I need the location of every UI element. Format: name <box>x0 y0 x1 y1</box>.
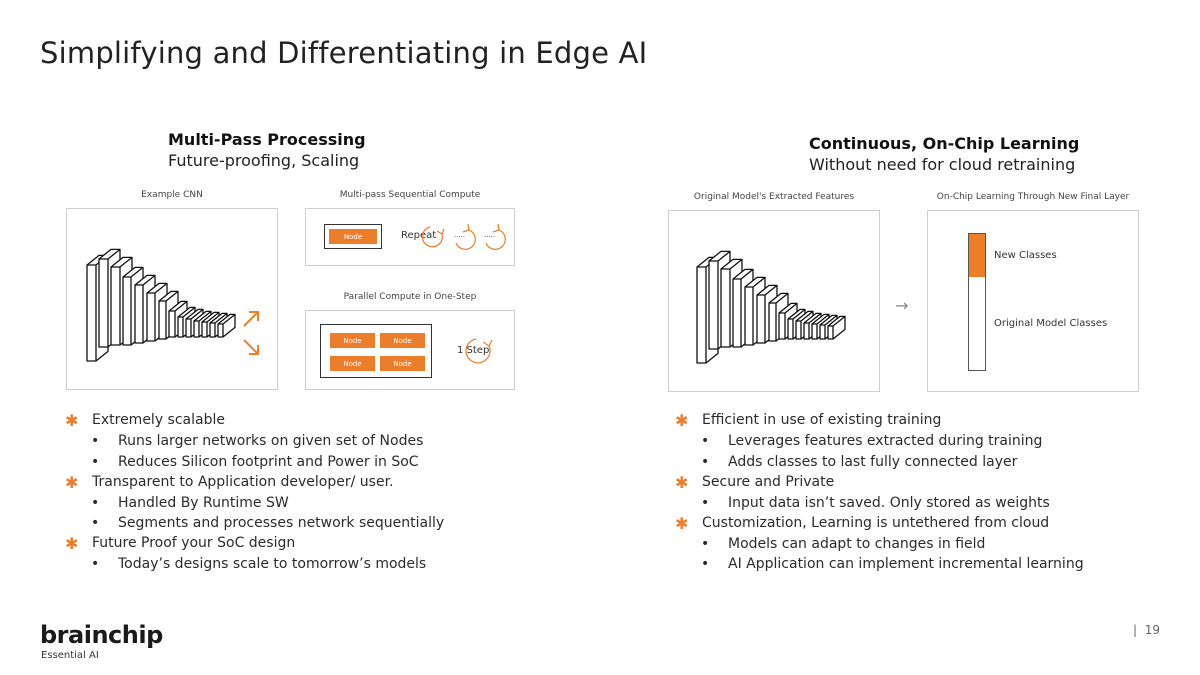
page-number-value: 19 <box>1144 623 1160 637</box>
bullet-icon: • <box>701 556 710 572</box>
bullet-icon: • <box>91 433 100 449</box>
bullet-icon: • <box>701 495 710 511</box>
node-box: Node <box>330 356 375 371</box>
node-box: Node <box>380 356 425 371</box>
one-step-icon <box>306 311 514 389</box>
bullet-icon: • <box>91 454 100 470</box>
dots-label-1: ..... <box>454 231 466 239</box>
expand-arrows-icon <box>244 312 258 354</box>
asterisk-icon: ✱ <box>65 473 79 492</box>
bullet-icon: • <box>701 536 710 552</box>
left-subheading: Future-proofing, Scaling <box>168 151 360 170</box>
new-classes-segment <box>969 234 985 277</box>
right-heading: Continuous, On-Chip Learning <box>809 134 1080 153</box>
page-number <box>1133 623 1160 637</box>
asterisk-icon: ✱ <box>675 473 689 492</box>
right-subheading: Without need for cloud retraining <box>809 155 1076 174</box>
caption-on-chip-learning: On-Chip Learning Through New Final Layer <box>936 192 1130 202</box>
multipass-panel <box>305 208 515 266</box>
cnn-diagram <box>67 209 277 389</box>
page-separator: | <box>1133 623 1138 637</box>
parallel-panel <box>305 310 515 390</box>
bullet-icon: • <box>701 454 710 470</box>
logo-tagline: Essential AI <box>41 650 99 661</box>
node-box: Node <box>330 333 375 348</box>
original-classes-label: Original Model Classes <box>994 318 1108 329</box>
dots-label-2: ..... <box>484 231 496 239</box>
final-layer-panel <box>927 210 1139 392</box>
cnn-diagram <box>669 211 879 391</box>
new-classes-label: New Classes <box>994 250 1057 261</box>
brainchip-logo: brainchip <box>40 621 163 649</box>
repeat-label: Repeat <box>401 230 437 241</box>
slide-title: Simplifying and Differentiating in Edge AI <box>40 36 648 70</box>
bullet-icon: • <box>701 433 710 449</box>
asterisk-icon: ✱ <box>65 411 79 430</box>
bullet-icon: • <box>91 495 100 511</box>
caption-extracted-features: Original Model's Extracted Features <box>693 192 855 202</box>
features-panel <box>668 210 880 392</box>
bullet-icon: • <box>91 556 100 572</box>
class-bar <box>968 233 986 371</box>
caption-example-cnn: Example CNN <box>141 190 203 200</box>
cnn-panel <box>66 208 278 390</box>
caption-parallel: Parallel Compute in One-Step <box>343 292 477 302</box>
left-heading: Multi-Pass Processing <box>168 130 366 149</box>
arrow-right-icon: → <box>895 296 909 315</box>
caption-multipass: Multi-pass Sequential Compute <box>339 190 481 200</box>
node-box: Node <box>329 229 377 244</box>
node-box: Node <box>380 333 425 348</box>
asterisk-icon: ✱ <box>65 534 79 553</box>
repeat-cycle-icons <box>306 209 514 265</box>
asterisk-icon: ✱ <box>675 411 689 430</box>
bullet-icon: • <box>91 515 100 531</box>
one-step-label: 1 Step <box>457 345 490 356</box>
asterisk-icon: ✱ <box>675 514 689 533</box>
